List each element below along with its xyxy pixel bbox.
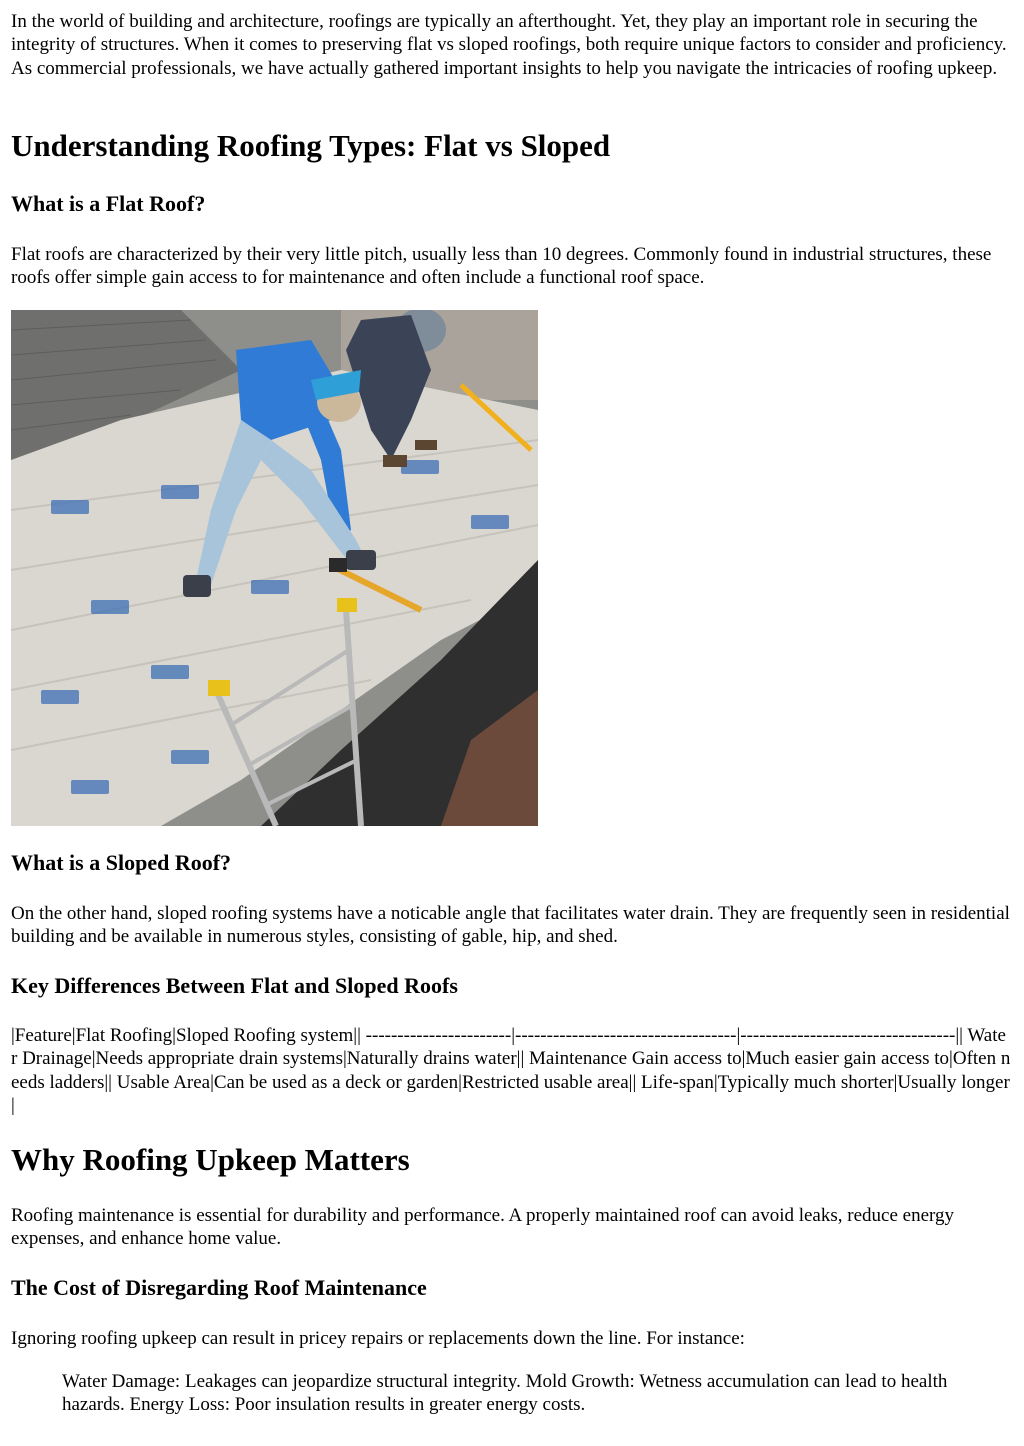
roofers-on-roof-photo	[11, 310, 538, 826]
section-heading-roofing-types: Understanding Roofing Types: Flat vs Sloped	[11, 128, 611, 163]
flat-roof-paragraph: Flat roofs are characterized by their very little pitch, usually less than 10 degrees. Commonly found in industrial structures, these roofs offer simple gain access to for maintenance and often include a functional roof space.	[11, 244, 992, 289]
section-heading-upkeep-matters: Why Roofing Upkeep Matters	[11, 1142, 410, 1177]
upkeep-paragraph: Roofing maintenance is essential for durability and performance. A properly maintained roof can avoid leaks, reduce energy expenses, and enhance home value.	[11, 1205, 954, 1250]
subheading-cost-of-disregarding: The Cost of Disregarding Roof Maintenance	[11, 1275, 427, 1300]
subheading-flat-roof: What is a Flat Roof?	[11, 191, 206, 216]
differences-table-text: |Feature|Flat Roofing|Sloped Roofing system|| -----------------------|-----------------------------------|----------------------------------|| Water Drainage|Needs appropriate drain systems|Naturally drains water|| Maintenance Gain access to|Much easier gain access to|Often needs ladders|| Usable Area|Can be used as a deck or garden|Restricted usable area|| Life-span|Typically much shorter|Usually longer|	[11, 1025, 1011, 1116]
intro-paragraph: In the world of building and architecture, roofings are typically an afterthought. Yet, they play an important role in securing the integrity of structures. When it comes to preserving flat vs sloped roofings, both require unique factors to consider and proficiency. As commercial professionals, we have actually gathered important insights to help you navigate the intricacies of roofing upkeep.	[11, 11, 1007, 79]
sloped-roof-paragraph: On the other hand, sloped roofing systems have a noticable angle that facilitates water drain. They are frequently seen in residential building and be available in numerous styles, consisting of gable, hip, and shed.	[11, 903, 1010, 948]
subheading-sloped-roof: What is a Sloped Roof?	[11, 850, 232, 875]
subheading-key-differences: Key Differences Between Flat and Sloped Roofs	[11, 973, 458, 998]
consequences-blockquote: Water Damage: Leakages can jeopardize structural integrity. Mold Growth: Wetness accumulation can lead to health hazards. Energy Loss: Poor insulation results in greater energy costs.	[62, 1371, 948, 1416]
cost-paragraph: Ignoring roofing upkeep can result in pricey repairs or replacements down the line. For instance:	[11, 1328, 745, 1349]
